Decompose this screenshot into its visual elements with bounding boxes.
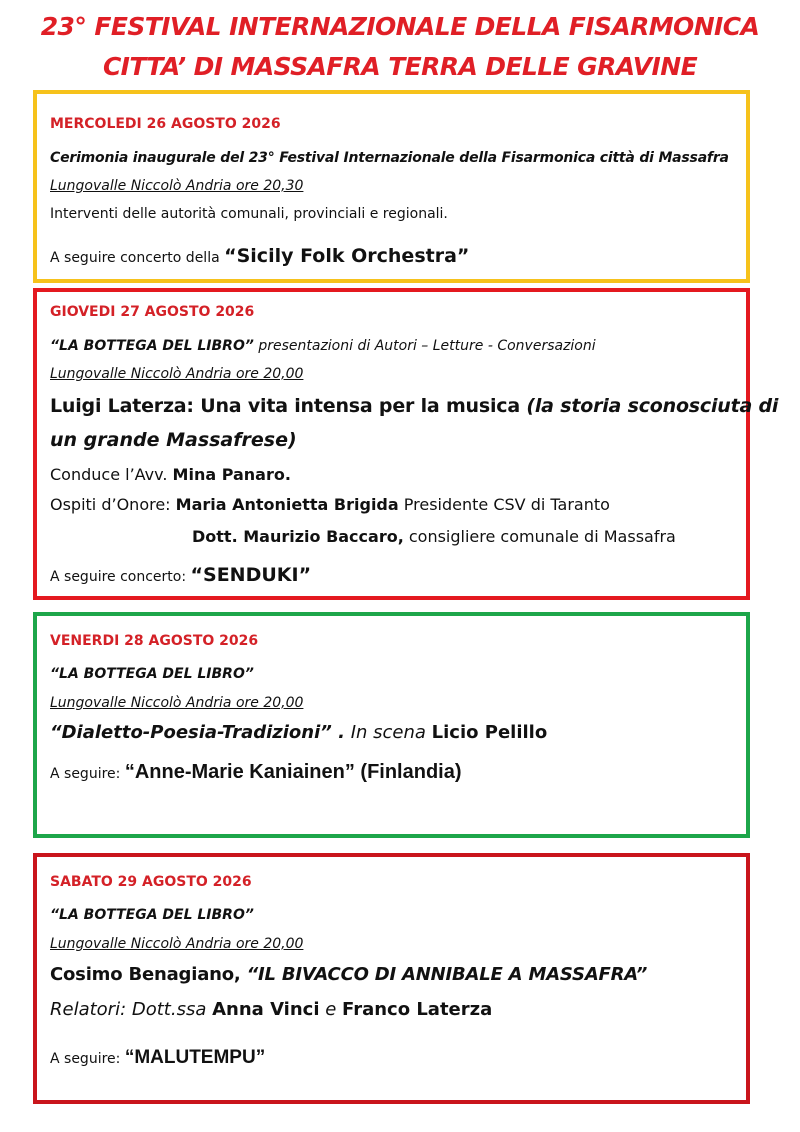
event-date: SABATO 29 AGOSTO 2026 [50, 874, 252, 890]
event-location: Lungovalle Niccolò Andria ore 20,00 [50, 366, 304, 382]
event-series: “LA BOTTEGA DEL LIBRO” [50, 907, 254, 923]
guest-1-role: Presidente CSV di Taranto [398, 495, 610, 514]
guest-1-name: Maria Antonietta Brigida [175, 495, 399, 514]
series-name: “LA BOTTEGA DEL LIBRO” [50, 338, 254, 354]
event-follow [50, 564, 311, 586]
event-follow [50, 245, 469, 267]
speakers-line [50, 999, 492, 1020]
event-host [50, 465, 291, 484]
book-line [50, 964, 647, 985]
event-follow [50, 1047, 265, 1069]
follow-performer: “Anne-Marie Kaniainen” (Finlandia) [124, 761, 462, 783]
guest-2-name: Dott. Maurizio Baccaro, [192, 527, 404, 546]
scene-performer: Licio Pelillo [431, 722, 548, 743]
event-location: Lungovalle Niccolò Andria ore 20,30 [50, 178, 304, 194]
event-follow [50, 761, 462, 784]
event-day-1 [33, 90, 750, 283]
guests-line-1 [50, 495, 610, 514]
festival-title-line-1: 23° FESTIVAL INTERNAZIONALE DELLA FISARMONICA [40, 12, 760, 41]
event-series [50, 338, 596, 354]
follow-prefix: A seguire concerto: [50, 569, 191, 585]
event-series: “LA BOTTEGA DEL LIBRO” [50, 666, 254, 682]
follow-prefix: A seguire concerto della [50, 250, 225, 266]
event-day-4 [33, 853, 750, 1104]
host-name: Mina Panaro. [172, 465, 291, 484]
book-title: Luigi Laterza: Una vita intensa per la musica [50, 395, 527, 417]
event-location: Lungovalle Niccolò Andria ore 20,00 [50, 936, 304, 952]
book-title-line-1 [50, 395, 778, 417]
host-prefix: Conduce l’Avv. [50, 465, 173, 484]
event-day-2 [33, 288, 779, 600]
guest-2-role: consigliere comunale di Massafra [403, 527, 676, 546]
follow-performer: “MALUTEMPU” [124, 1047, 266, 1068]
event-date: GIOVEDI 27 AGOSTO 2026 [50, 304, 255, 320]
guests-line-2 [192, 527, 676, 546]
guests-prefix: Ospiti d’Onore: [50, 495, 176, 514]
book-author: Cosimo Benagiano, [50, 964, 247, 985]
follow-performer: “Sicily Folk Orchestra” [224, 245, 470, 267]
event-location: Lungovalle Niccolò Andria ore 20,00 [50, 695, 304, 711]
speakers-and: e [319, 999, 343, 1020]
book-subtitle: (la storia sconosciuta di [526, 395, 779, 417]
festival-title-line-2: CITTA’ DI MASSAFRA TERRA DELLE GRAVINE [102, 52, 698, 81]
follow-performer: “SENDUKI” [190, 564, 312, 586]
event-title: “Dialetto-Poesia-Tradizioni” . [50, 722, 345, 743]
event-day-3 [33, 612, 750, 838]
speaker-2: Franco Laterza [342, 999, 493, 1020]
event-date: MERCOLEDI 26 AGOSTO 2026 [50, 116, 281, 132]
book-title: “IL BIVACCO DI ANNIBALE A MASSAFRA” [246, 964, 648, 985]
scene-prefix: In scena [344, 722, 432, 743]
speakers-prefix: Relatori: Dott.ssa [50, 999, 213, 1020]
follow-prefix: A seguire: [50, 1051, 125, 1067]
event-title: Cerimonia inaugurale del 23° Festival Internazionale della Fisarmonica città di Massafra [50, 150, 729, 166]
book-subtitle-line-2: un grande Massafrese) [50, 429, 297, 451]
event-date: VENERDI 28 AGOSTO 2026 [50, 633, 259, 649]
event-note: Interventi delle autorità comunali, provinciali e regionali. [50, 206, 448, 222]
follow-prefix: A seguire: [50, 766, 125, 782]
speaker-1: Anna Vinci [212, 999, 320, 1020]
event-title-line [50, 722, 547, 743]
series-description: presentazioni di Autori – Letture - Conversazioni [253, 338, 596, 354]
